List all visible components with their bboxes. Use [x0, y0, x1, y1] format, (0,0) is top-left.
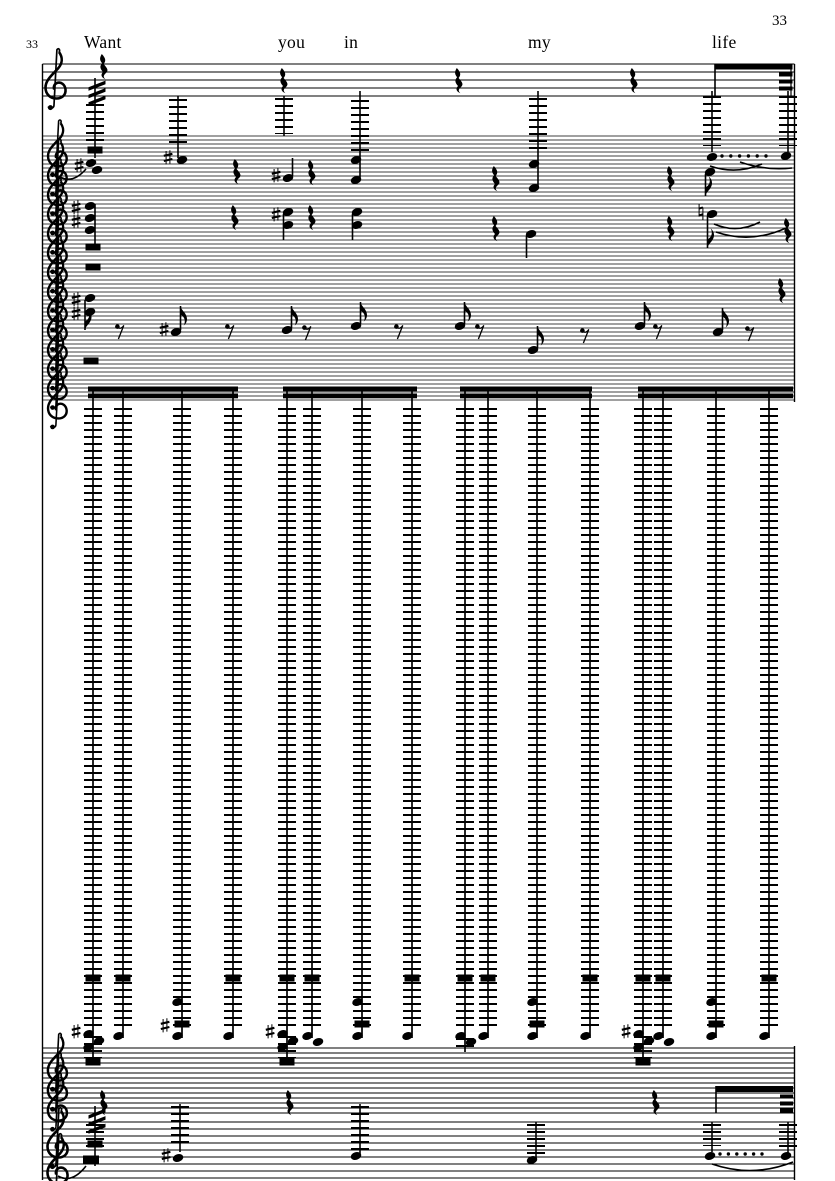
clef-column [46, 49, 68, 1181]
lyric-syllable: my [528, 32, 551, 52]
notation-events [58, 54, 793, 1178]
lyric-syllable: life [712, 32, 737, 52]
measure-number: 33 [26, 37, 38, 51]
page-number: 33 [772, 13, 787, 29]
barlines [43, 64, 795, 1180]
lyric-syllable: Want [84, 32, 122, 52]
ladder-columns [72, 387, 793, 1066]
lyric-syllable: in [344, 32, 359, 52]
lyric-syllable: you [278, 32, 306, 52]
